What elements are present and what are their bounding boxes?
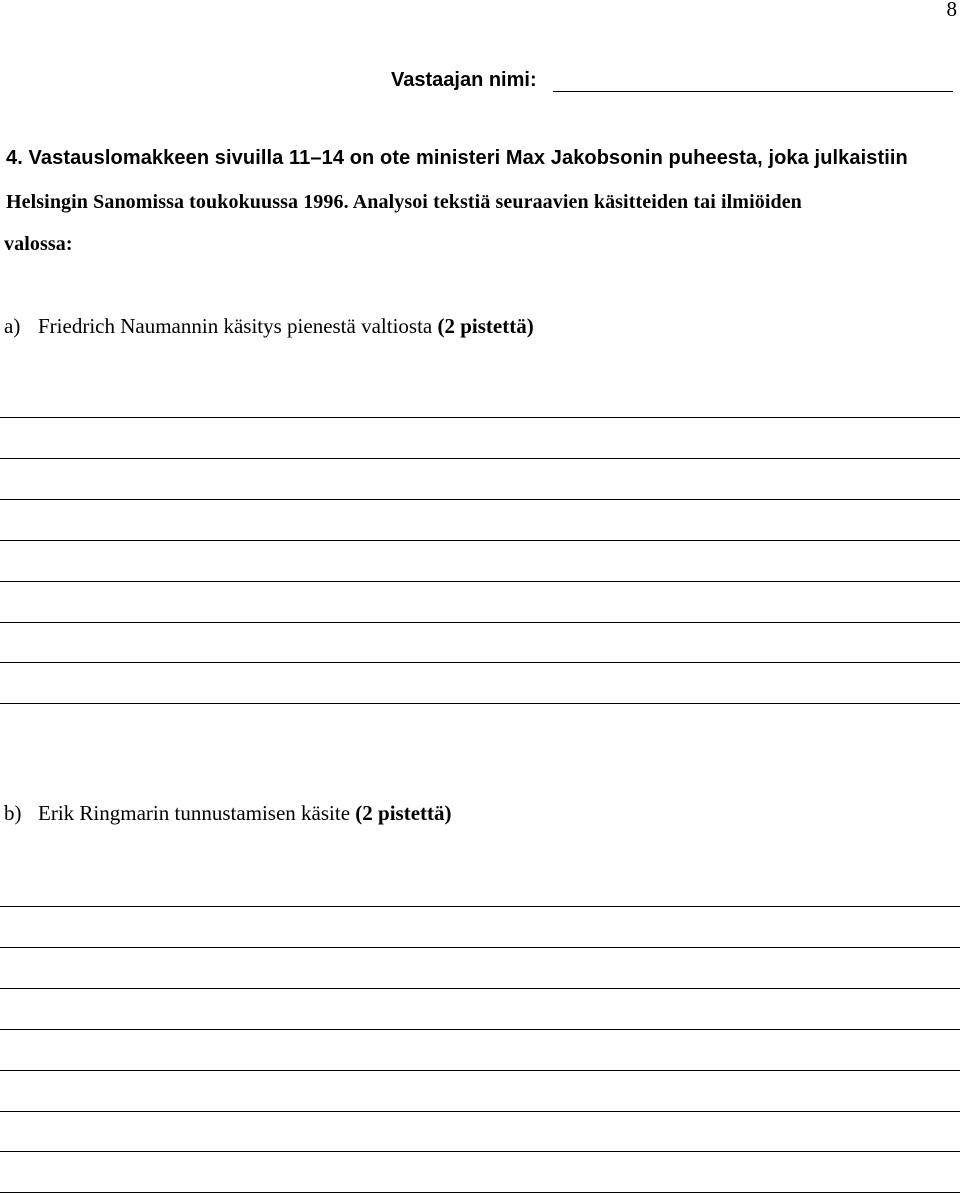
- answer-line[interactable]: [0, 540, 960, 541]
- answer-line[interactable]: [0, 988, 960, 989]
- answer-line[interactable]: [0, 1192, 960, 1193]
- respondent-name-field[interactable]: [553, 91, 953, 92]
- question-text-line-1: 4. Vastauslomakkeen sivuilla 11–14 on ote ministeri Max Jakobsonin puheesta, joka julkaistiin: [6, 147, 908, 169]
- answer-line[interactable]: [0, 458, 960, 459]
- sub-question-points: (2 pistettä): [437, 314, 534, 338]
- sub-question-letter: a): [4, 314, 21, 338]
- sub-question-letter: b): [4, 801, 22, 825]
- answer-line[interactable]: [0, 1151, 960, 1152]
- answer-line[interactable]: [0, 703, 960, 704]
- sub-question-a: [4, 313, 534, 339]
- sub-question-text: Erik Ringmarin tunnustamisen käsite: [38, 801, 356, 825]
- answer-line[interactable]: [0, 581, 960, 582]
- question-text-line-2: Helsingin Sanomissa toukokuussa 1996. Analysoi tekstiä seuraavien käsitteiden tai ilmiöiden: [6, 191, 802, 213]
- answer-line[interactable]: [0, 947, 960, 948]
- sub-question-text: Friedrich Naumannin käsitys pienestä valtiosta: [38, 314, 438, 338]
- answer-line[interactable]: [0, 622, 960, 623]
- answer-line[interactable]: [0, 417, 960, 418]
- sub-question-points: (2 pistettä): [355, 801, 452, 825]
- answer-line[interactable]: [0, 1029, 960, 1030]
- respondent-name-label: Vastaajan nimi:: [391, 69, 537, 91]
- question-text-line-3: valossa:: [4, 233, 73, 255]
- answer-line[interactable]: [0, 906, 960, 907]
- answer-line[interactable]: [0, 499, 960, 500]
- sub-question-b: [4, 800, 452, 826]
- answer-line[interactable]: [0, 1070, 960, 1071]
- answer-line[interactable]: [0, 662, 960, 663]
- answer-line[interactable]: [0, 1111, 960, 1112]
- page-number: 8: [946, 0, 957, 21]
